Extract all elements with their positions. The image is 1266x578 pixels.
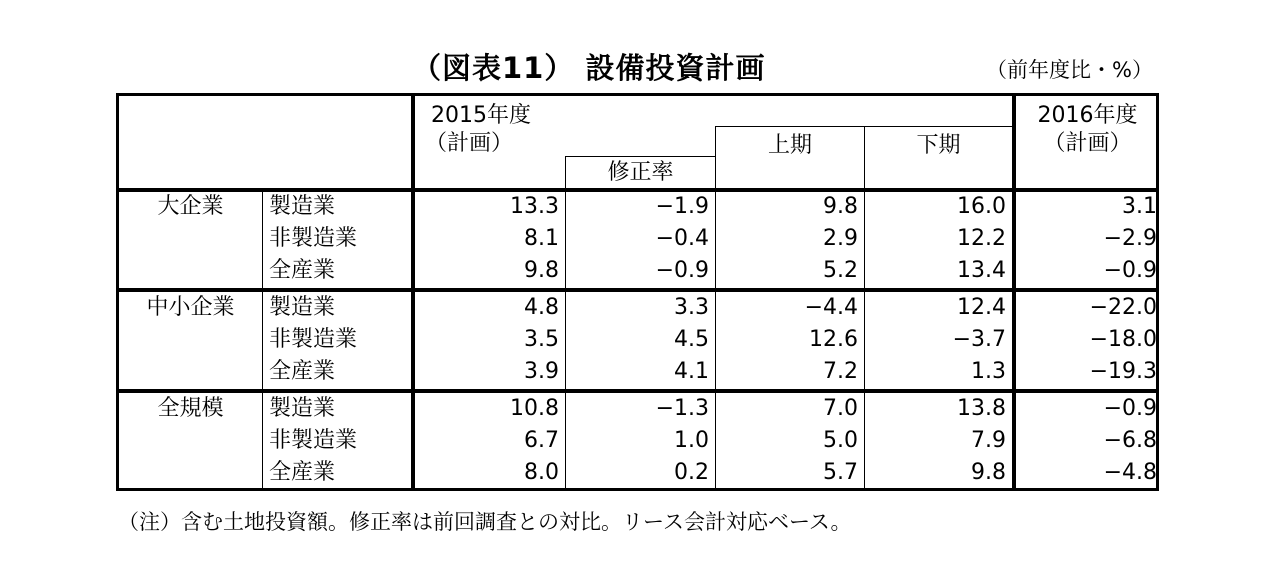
footnote: （注）含む土地投資額。修正率は前回調査との対比。リース会計対応ベース。 (118, 510, 852, 534)
value-revision: −1.3 (655, 396, 709, 421)
industry-label: 非製造業 (269, 327, 358, 352)
industry-label: 非製造業 (269, 226, 358, 251)
value-fy2016: 3.1 (1122, 194, 1157, 219)
value-fy2015: 3.9 (524, 359, 559, 384)
value-fy2016: −2.9 (1103, 226, 1157, 251)
value-fy2016: −0.9 (1103, 258, 1157, 283)
industry-label: 非製造業 (269, 428, 358, 453)
value-fy2015: 8.1 (524, 226, 559, 251)
value-fy2016: −6.8 (1103, 428, 1157, 453)
header-fy2016-plan: （計画） (1043, 131, 1132, 156)
value-fy2016: −19.3 (1089, 359, 1157, 384)
value-revision: 4.5 (674, 327, 709, 352)
header-fy2015-plan: （計画） (425, 131, 514, 156)
value-second-half: −3.7 (952, 327, 1006, 352)
value-revision: 1.0 (674, 428, 709, 453)
value-second-half: 9.8 (971, 460, 1006, 485)
value-first-half: 7.2 (823, 359, 858, 384)
industry-label: 全産業 (269, 460, 336, 485)
value-revision: −0.9 (655, 258, 709, 283)
header-fy2016: 2016年度 (1037, 103, 1138, 128)
divider (119, 288, 1159, 292)
value-second-half: 13.4 (957, 258, 1006, 283)
divider (715, 126, 1015, 127)
unit-label: （前年度比・%） (986, 58, 1153, 82)
value-first-half: 5.7 (823, 460, 858, 485)
value-revision: −0.4 (655, 226, 709, 251)
value-second-half: 7.9 (971, 428, 1006, 453)
value-fy2015: 8.0 (524, 460, 559, 485)
value-first-half: 7.0 (823, 396, 858, 421)
value-first-half: 5.2 (823, 258, 858, 283)
value-fy2015: 9.8 (524, 258, 559, 283)
divider (119, 389, 1159, 393)
value-fy2015: 4.8 (524, 295, 559, 320)
industry-label: 製造業 (269, 194, 336, 219)
header-second-half: 下期 (916, 133, 961, 158)
value-first-half: 12.6 (809, 327, 858, 352)
value-second-half: 13.8 (957, 396, 1006, 421)
industry-label: 全産業 (269, 258, 336, 283)
value-second-half: 12.2 (957, 226, 1006, 251)
value-first-half: 2.9 (823, 226, 858, 251)
value-fy2016: −22.0 (1089, 295, 1157, 320)
value-fy2016: −4.8 (1103, 460, 1157, 485)
value-first-half: −4.4 (804, 295, 858, 320)
value-fy2015: 10.8 (510, 396, 559, 421)
group-label: 中小企業 (146, 295, 235, 320)
value-revision: 0.2 (674, 460, 709, 485)
group-label: 全規模 (157, 396, 224, 421)
group-label: 大企業 (157, 194, 224, 219)
industry-label: 全産業 (269, 359, 336, 384)
value-second-half: 12.4 (957, 295, 1006, 320)
value-fy2016: −18.0 (1089, 327, 1157, 352)
divider (565, 156, 715, 157)
value-fy2015: 13.3 (510, 194, 559, 219)
value-fy2016: −0.9 (1103, 396, 1157, 421)
value-revision: 4.1 (674, 359, 709, 384)
value-first-half: 5.0 (823, 428, 858, 453)
divider (119, 188, 1159, 192)
investment-table (116, 93, 1159, 491)
value-fy2015: 3.5 (524, 327, 559, 352)
value-second-half: 1.3 (971, 359, 1006, 384)
industry-label: 製造業 (269, 295, 336, 320)
value-fy2015: 6.7 (524, 428, 559, 453)
value-second-half: 16.0 (957, 194, 1006, 219)
divider (262, 192, 263, 491)
industry-label: 製造業 (269, 396, 336, 421)
page-title: （図表11） 設備投資計画 (412, 51, 766, 85)
value-first-half: 9.8 (823, 194, 858, 219)
value-revision: −1.9 (655, 194, 709, 219)
value-revision: 3.3 (674, 295, 709, 320)
header-fy2015: 2015年度 (431, 103, 531, 128)
header-first-half: 上期 (767, 133, 812, 158)
header-revision-rate: 修正率 (607, 160, 674, 185)
